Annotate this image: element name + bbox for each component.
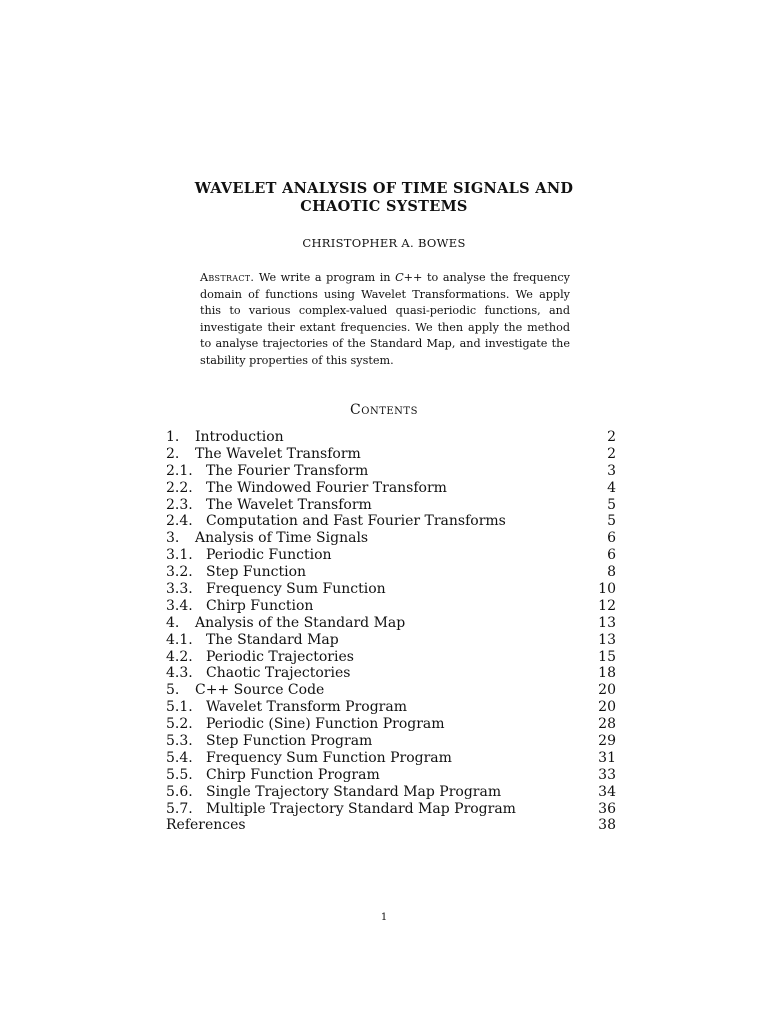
toc-entry[interactable] <box>166 767 616 784</box>
toc-entry-number: 5.6. <box>166 783 193 800</box>
toc-entry[interactable] <box>166 530 616 547</box>
toc-entry[interactable] <box>166 598 616 615</box>
toc-entry-page: 31 <box>598 749 616 766</box>
toc-entry-number: 5.4. <box>166 749 193 766</box>
toc-entry-number: 3.3. <box>166 581 193 598</box>
toc-entry[interactable] <box>166 429 616 446</box>
toc-entry-page: 13 <box>598 614 616 631</box>
toc-entry-page: 20 <box>598 682 616 699</box>
paper-title <box>0 180 768 216</box>
toc-entry[interactable] <box>166 632 616 649</box>
toc-entry-number: 1. <box>166 429 180 445</box>
toc-entry-page: 4 <box>607 479 616 496</box>
author-name: CHRISTOPHER A. BOWES <box>302 236 466 250</box>
toc-entry-title: Computation and Fast Fourier Transforms <box>206 513 506 530</box>
toc-entry-title: Periodic Function <box>206 547 332 564</box>
toc-entry[interactable] <box>166 446 616 463</box>
toc-entry-title: Analysis of Time Signals <box>195 530 369 547</box>
toc-entry-title: Chaotic Trajectories <box>206 665 351 682</box>
toc-entry-title: Chirp Function <box>206 597 314 614</box>
toc-entry-page: 38 <box>598 817 616 834</box>
toc-entry-page: 12 <box>598 597 616 614</box>
toc-entry-number: 3. <box>166 530 180 547</box>
toc-entry-number: 4. <box>166 614 180 631</box>
toc-entry-page: 34 <box>598 783 616 800</box>
toc-entry-title: The Windowed Fourier Transform <box>206 479 447 496</box>
toc-entry-title: Step Function Program <box>206 733 373 750</box>
toc-entry-number: 3.4. <box>166 597 193 614</box>
toc-entry[interactable] <box>166 463 616 480</box>
toc-entry-title: Frequency Sum Function <box>206 581 386 598</box>
paper-title-line-1: WAVELET ANALYSIS OF TIME SIGNALS AND <box>194 180 574 197</box>
toc-entry-page: 3 <box>607 462 616 479</box>
toc-entry[interactable] <box>166 733 616 750</box>
toc-entry-page: 18 <box>598 665 616 682</box>
toc-entry-title: Wavelet Transform Program <box>206 699 407 716</box>
toc-entry[interactable] <box>166 750 616 767</box>
toc-entry[interactable] <box>166 581 616 598</box>
toc-entry-title: The Wavelet Transform <box>195 445 361 462</box>
toc-entry[interactable] <box>166 480 616 497</box>
toc-entry[interactable] <box>166 615 616 632</box>
page-number: 1 <box>380 912 388 923</box>
toc-entry-number: 3.1. <box>166 547 193 564</box>
toc-entry-number: 3.2. <box>166 564 193 581</box>
toc-entry-number: 2.3. <box>166 496 193 513</box>
toc-entry-title: Step Function <box>206 564 307 581</box>
table-of-contents <box>166 429 616 834</box>
toc-entry-title: Chirp Function Program <box>206 766 380 783</box>
abstract-text-1: We write a program in <box>254 271 396 284</box>
toc-entry-number: 4.1. <box>166 631 193 648</box>
toc-entry-title: The Wavelet Transform <box>206 496 372 513</box>
toc-entry[interactable] <box>166 497 616 514</box>
toc-entry[interactable] <box>166 801 616 818</box>
toc-entry[interactable] <box>166 547 616 564</box>
abstract-text-2: to analyse the frequency domain of functions using Wavelet Transformations. We apply this to various complex-valued quasi-periodic functions, and investigate their extant frequencies. We then apply the method to analyse trajectories of the Standard Map, and investigate the stability properties of this system. <box>200 271 570 367</box>
toc-entry-title: Introduction <box>195 429 284 445</box>
toc-entry-title: C++ Source Code <box>195 682 325 699</box>
toc-entry-page: 10 <box>598 581 616 598</box>
toc-entry-page: 5 <box>607 513 616 530</box>
toc-entry[interactable] <box>166 699 616 716</box>
toc-entry-title: The Standard Map <box>206 631 339 648</box>
toc-entry-number: 4.2. <box>166 648 193 665</box>
toc-entry-page: 15 <box>598 648 616 665</box>
toc-entry[interactable] <box>166 513 616 530</box>
toc-entry-page: 8 <box>607 564 616 581</box>
toc-entry-page: 5 <box>607 496 616 513</box>
toc-entry-page: 6 <box>607 547 616 564</box>
toc-entry-page: 6 <box>607 530 616 547</box>
toc-entry-page: 20 <box>598 699 616 716</box>
toc-entry-number: 5.3. <box>166 733 193 750</box>
toc-entry-number: 5.5. <box>166 766 193 783</box>
abstract <box>200 270 570 369</box>
paper-title-line-2: CHAOTIC SYSTEMS <box>300 198 468 215</box>
toc-entry-title: The Fourier Transform <box>206 462 369 479</box>
abstract-language: C++ <box>395 271 423 284</box>
toc-entry-title: Frequency Sum Function Program <box>206 749 452 766</box>
toc-entry-number: 5.7. <box>166 800 193 817</box>
toc-entry-number: 2. <box>166 445 180 462</box>
contents-heading: Contents <box>350 402 418 418</box>
toc-entry-page: 36 <box>598 800 616 817</box>
toc-entry-page: 33 <box>598 766 616 783</box>
toc-entry[interactable] <box>166 649 616 666</box>
toc-entry[interactable] <box>166 564 616 581</box>
toc-entry[interactable] <box>166 784 616 801</box>
toc-entry-title: Periodic Trajectories <box>206 648 354 665</box>
toc-entry-page: 2 <box>607 429 616 445</box>
toc-entry-number: 2.2. <box>166 479 193 496</box>
abstract-label: Abstract. <box>200 271 255 284</box>
toc-entry[interactable] <box>166 716 616 733</box>
toc-entry-number: 5. <box>166 682 180 699</box>
toc-entry-page: 28 <box>598 716 616 733</box>
toc-entry-number: 2.1. <box>166 462 193 479</box>
toc-entry-page: 13 <box>598 631 616 648</box>
toc-entry[interactable] <box>166 682 616 699</box>
toc-entry-page: 29 <box>598 733 616 750</box>
toc-entry-number: 5.2. <box>166 716 193 733</box>
toc-entry-title: Analysis of the Standard Map <box>195 614 406 631</box>
toc-entry-number: 4.3. <box>166 665 193 682</box>
toc-entry-page: 2 <box>607 445 616 462</box>
toc-entry-title: References <box>166 817 246 834</box>
toc-entry-title: Single Trajectory Standard Map Program <box>206 783 502 800</box>
toc-entry[interactable] <box>166 665 616 682</box>
toc-entry[interactable] <box>166 817 616 834</box>
toc-entry-title: Periodic (Sine) Function Program <box>206 716 445 733</box>
toc-entry-title: Multiple Trajectory Standard Map Program <box>206 800 516 817</box>
toc-entry-number: 2.4. <box>166 513 193 530</box>
toc-entry-number: 5.1. <box>166 699 193 716</box>
